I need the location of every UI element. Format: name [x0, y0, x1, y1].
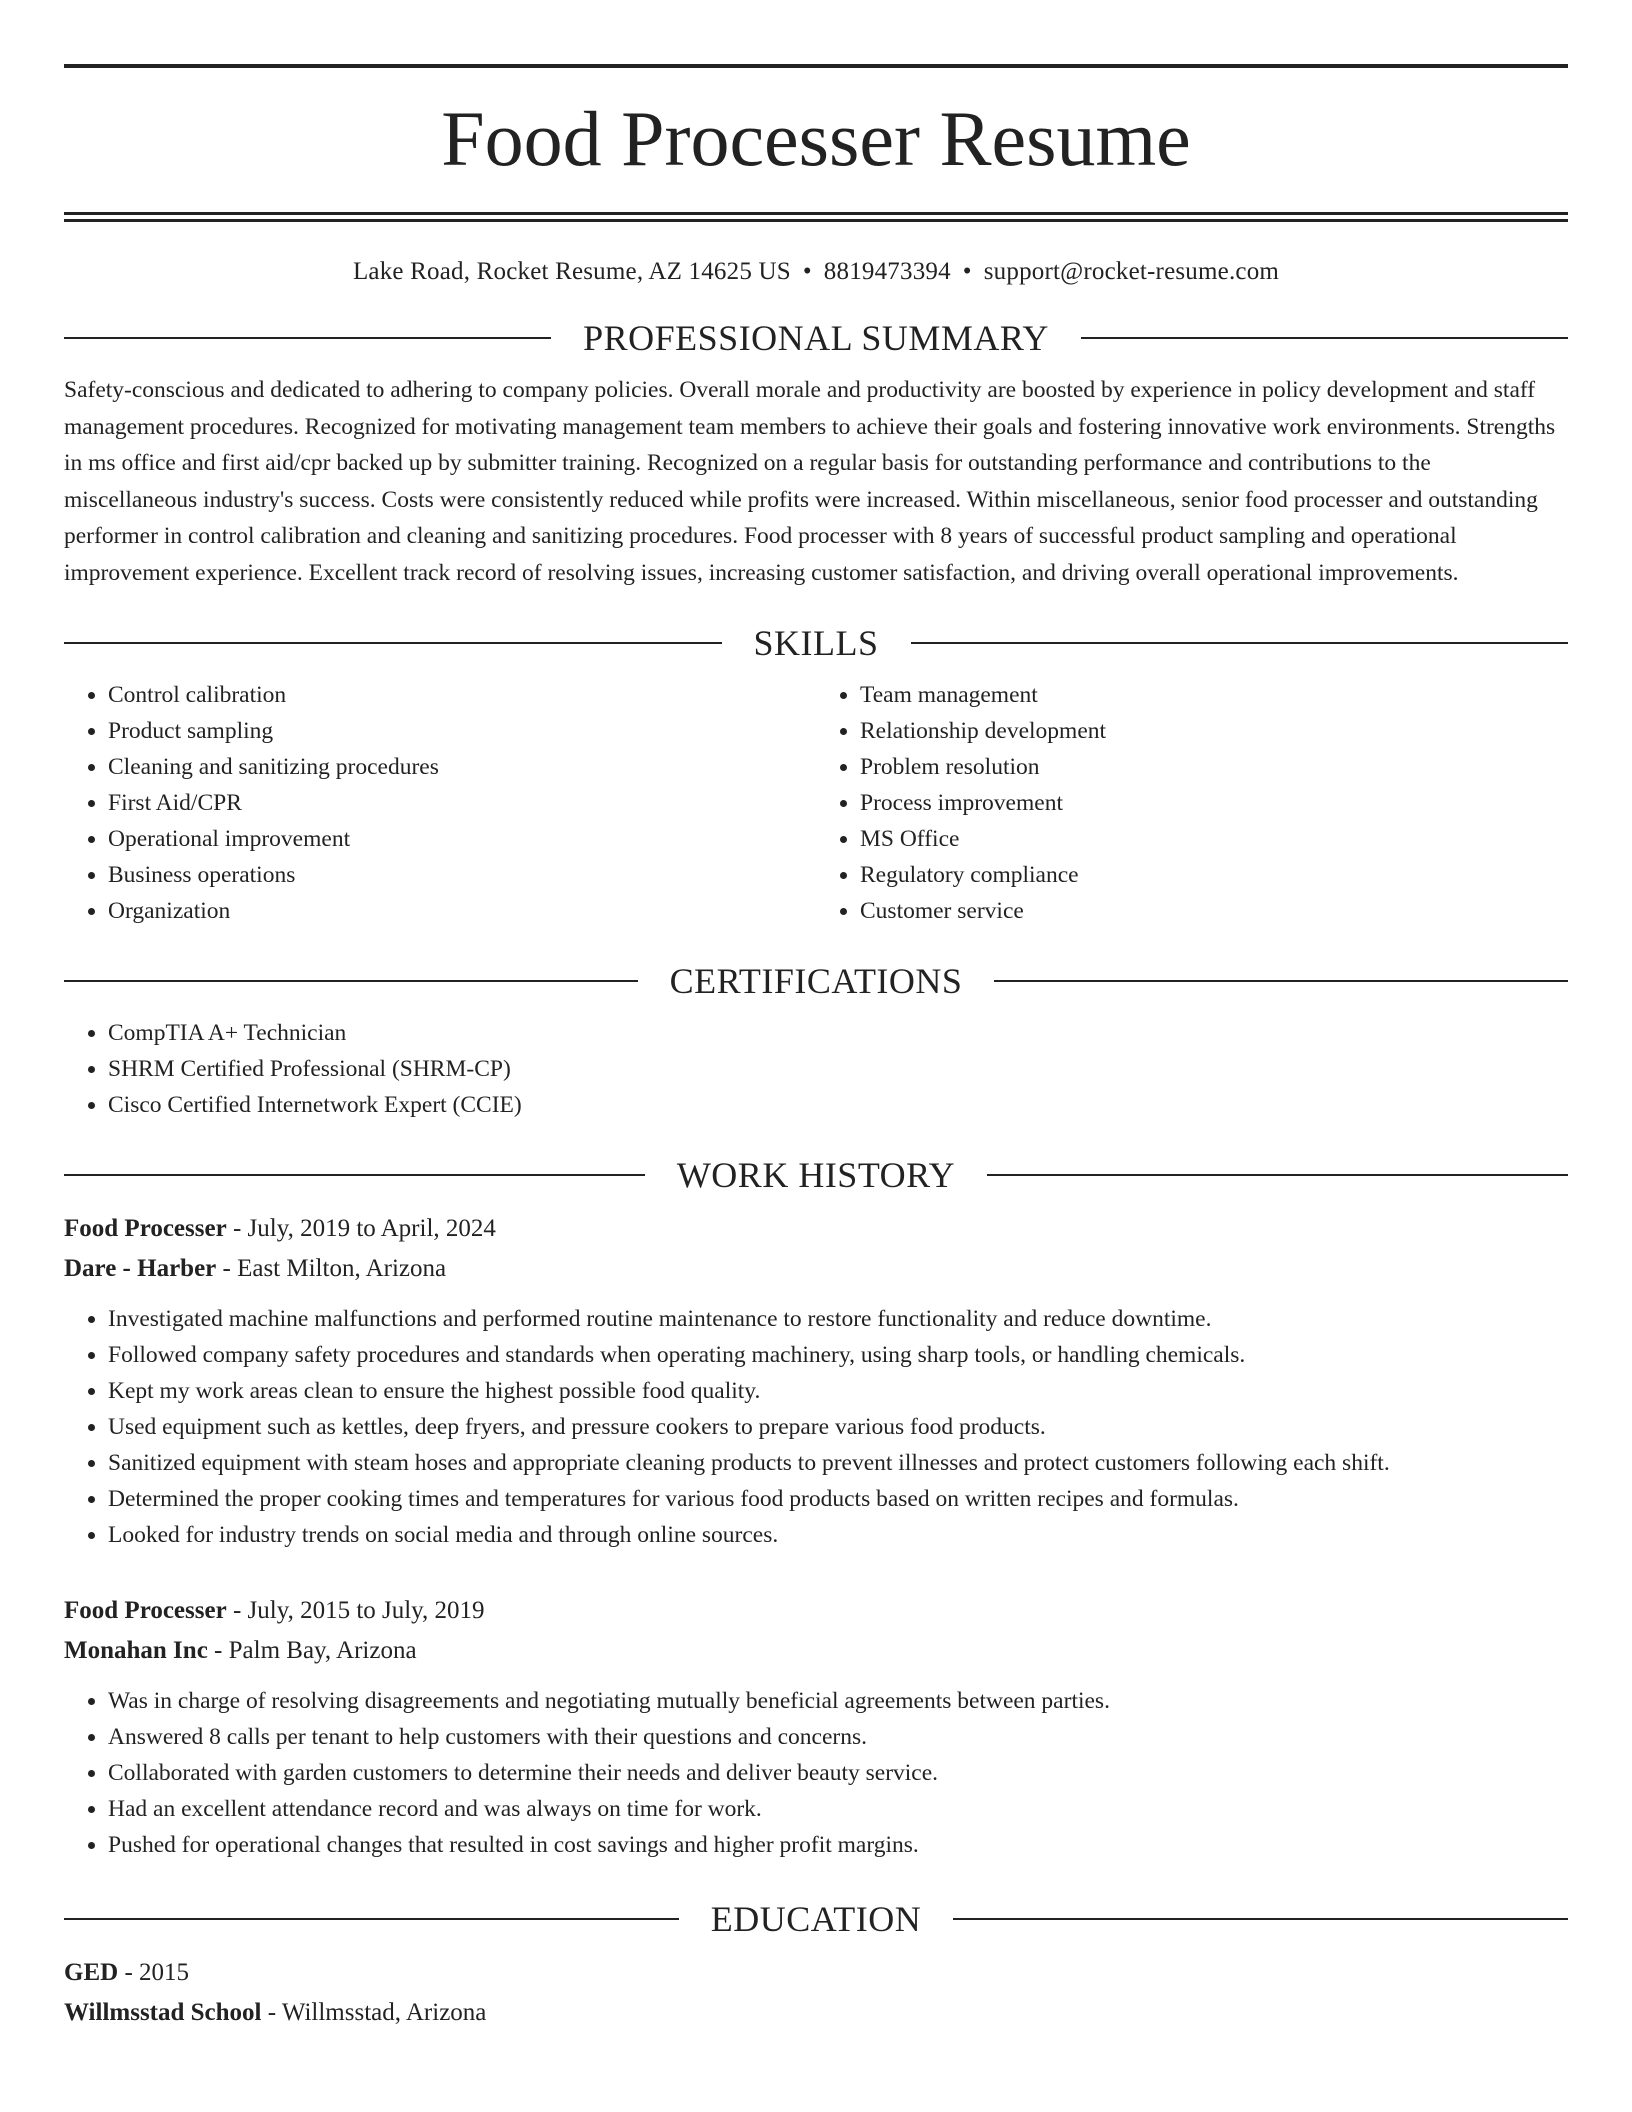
- skill-item: • Control calibration: [108, 677, 816, 713]
- certification-item: • SHRM Certified Professional (SHRM-CP): [108, 1051, 1568, 1087]
- job-bullet: • Investigated machine malfunctions and performed routine maintenance to restore functionality and reduce downtime.: [108, 1301, 1568, 1337]
- skill-item: • Regulatory compliance: [860, 857, 1568, 893]
- job-employer: Monahan Inc: [64, 1637, 208, 1664]
- job-bullet: • Pushed for operational changes that resulted in cost savings and higher profit margins.: [108, 1827, 1568, 1863]
- section-header-certifications: [64, 963, 1568, 999]
- section-rule: [1081, 337, 1568, 339]
- education-degree-line: [64, 1953, 1568, 1993]
- page-title: Food Processer Resume: [441, 95, 1191, 182]
- skill-item: • Team management: [860, 677, 1568, 713]
- skill-item: • Problem resolution: [860, 749, 1568, 785]
- section-title-certifications: CERTIFICATIONS: [669, 961, 963, 1001]
- job-title: Food Processer: [64, 1215, 227, 1242]
- job-employer: Dare - Harber: [64, 1255, 217, 1282]
- job-bullets: [64, 1301, 1568, 1553]
- skills-list-left: [64, 677, 816, 929]
- skills-grid: [64, 677, 1568, 929]
- contact-separator: •: [802, 258, 812, 285]
- education-school-line: [64, 1993, 1568, 2033]
- job-bullet: • Looked for industry trends on social media and through online sources.: [108, 1517, 1568, 1553]
- title-double-rule: [64, 212, 1568, 222]
- contact-address: Lake Road, Rocket Resume, AZ 14625 US: [352, 258, 791, 285]
- section-header-skills: [64, 625, 1568, 661]
- skill-item: • First Aid/CPR: [108, 785, 816, 821]
- job-bullet: • Kept my work areas clean to ensure the highest possible food quality.: [108, 1373, 1568, 1409]
- section-rule: [987, 1174, 1568, 1176]
- contact-phone: 8819473394: [823, 258, 951, 285]
- education-degree: GED: [64, 1959, 119, 1986]
- skill-item: • MS Office: [860, 821, 1568, 857]
- job-employer-line: [64, 1631, 1568, 1671]
- job-bullet: • Sanitized equipment with steam hoses and appropriate cleaning products to prevent illnesses and protect customers following each shift.: [108, 1445, 1568, 1481]
- skill-item: • Cleaning and sanitizing procedures: [108, 749, 816, 785]
- certification-item: • Cisco Certified Internetwork Expert (CCIE): [108, 1087, 1568, 1123]
- skills-list-right: [816, 677, 1568, 929]
- skill-item: • Product sampling: [108, 713, 816, 749]
- job-dates: - July, 2015 to July, 2019: [226, 1597, 485, 1624]
- job-entry: [64, 1209, 1568, 1553]
- job-bullets: [64, 1683, 1568, 1863]
- certification-item: • CompTIA A+ Technician: [108, 1015, 1568, 1051]
- job-bullet: • Collaborated with garden customers to determine their needs and deliver beauty service.: [108, 1755, 1568, 1791]
- contact-separator: •: [962, 258, 972, 285]
- section-header-summary: [64, 320, 1568, 356]
- section-title-education: EDUCATION: [710, 1899, 922, 1939]
- job-bullet: • Was in charge of resolving disagreements and negotiating mutually beneficial agreements between parties.: [108, 1683, 1568, 1719]
- job-location: - East Milton, Arizona: [216, 1255, 447, 1282]
- job-bullet: • Determined the proper cooking times and temperatures for various food products based on written recipes and formulas.: [108, 1481, 1568, 1517]
- section-header-work: [64, 1157, 1568, 1193]
- section-rule: [64, 337, 551, 339]
- summary-paragraph: Safety-conscious and dedicated to adhering to company policies. Overall morale and productivity are boosted by experience in policy development and staff management procedures. Recognized for motivating management team members to achieve their goals and fostering innovative work environments. Strengths in ms office and first aid/cpr backed up by submitter training. Recognized on a regular basis for outstanding performance and contributions to the miscellaneous industry's success. Costs were consistently reduced while profits were increased. Within miscellaneous, senior food processer and outstanding performer in control calibration and cleaning and sanitizing procedures. Food processer with 8 years of successful product sampling and operational improvement experience. Excellent track record of resolving issues, increasing customer satisfaction, and driving overall operational improvements.: [64, 377, 1556, 586]
- job-bullet: • Used equipment such as kettles, deep fryers, and pressure cookers to prepare various food products.: [108, 1409, 1568, 1445]
- job-bullet: • Answered 8 calls per tenant to help customers with their questions and concerns.: [108, 1719, 1568, 1755]
- section-header-education: [64, 1901, 1568, 1937]
- section-rule: [64, 1174, 645, 1176]
- section-rule: [953, 1918, 1568, 1920]
- job-bullet: • Had an excellent attendance record and was always on time for work.: [108, 1791, 1568, 1827]
- skill-item: • Business operations: [108, 857, 816, 893]
- job-entry: [64, 1591, 1568, 1863]
- contact-email: support@rocket-resume.com: [983, 258, 1280, 285]
- contact-line: [64, 258, 1568, 286]
- job-title-line: [64, 1591, 1568, 1631]
- skill-item: • Organization: [108, 893, 816, 929]
- education-school: Willmsstad School: [64, 1999, 262, 2026]
- job-bullet: • Followed company safety procedures and standards when operating machinery, using sharp tools, or handling chemicals.: [108, 1337, 1568, 1373]
- education-year: - 2015: [118, 1959, 190, 1986]
- section-rule: [64, 642, 722, 644]
- resume-page: [64, 64, 1568, 2033]
- section-title-summary: PROFESSIONAL SUMMARY: [583, 318, 1049, 358]
- skill-item: • Relationship development: [860, 713, 1568, 749]
- job-employer-line: [64, 1249, 1568, 1289]
- section-title-skills: SKILLS: [753, 623, 879, 663]
- job-title: Food Processer: [64, 1597, 227, 1624]
- job-location: - Palm Bay, Arizona: [207, 1637, 417, 1664]
- education-location: - Willmsstad, Arizona: [261, 1999, 487, 2026]
- section-rule: [64, 1918, 679, 1920]
- job-dates: - July, 2019 to April, 2024: [226, 1215, 496, 1242]
- section-title-work: WORK HISTORY: [676, 1155, 956, 1195]
- section-rule: [911, 642, 1569, 644]
- certifications-list: [64, 1015, 1568, 1123]
- skill-item: • Customer service: [860, 893, 1568, 929]
- section-rule: [994, 980, 1568, 982]
- section-rule: [64, 980, 638, 982]
- top-rule: [64, 64, 1568, 68]
- skill-item: • Process improvement: [860, 785, 1568, 821]
- skill-item: • Operational improvement: [108, 821, 816, 857]
- job-title-line: [64, 1209, 1568, 1249]
